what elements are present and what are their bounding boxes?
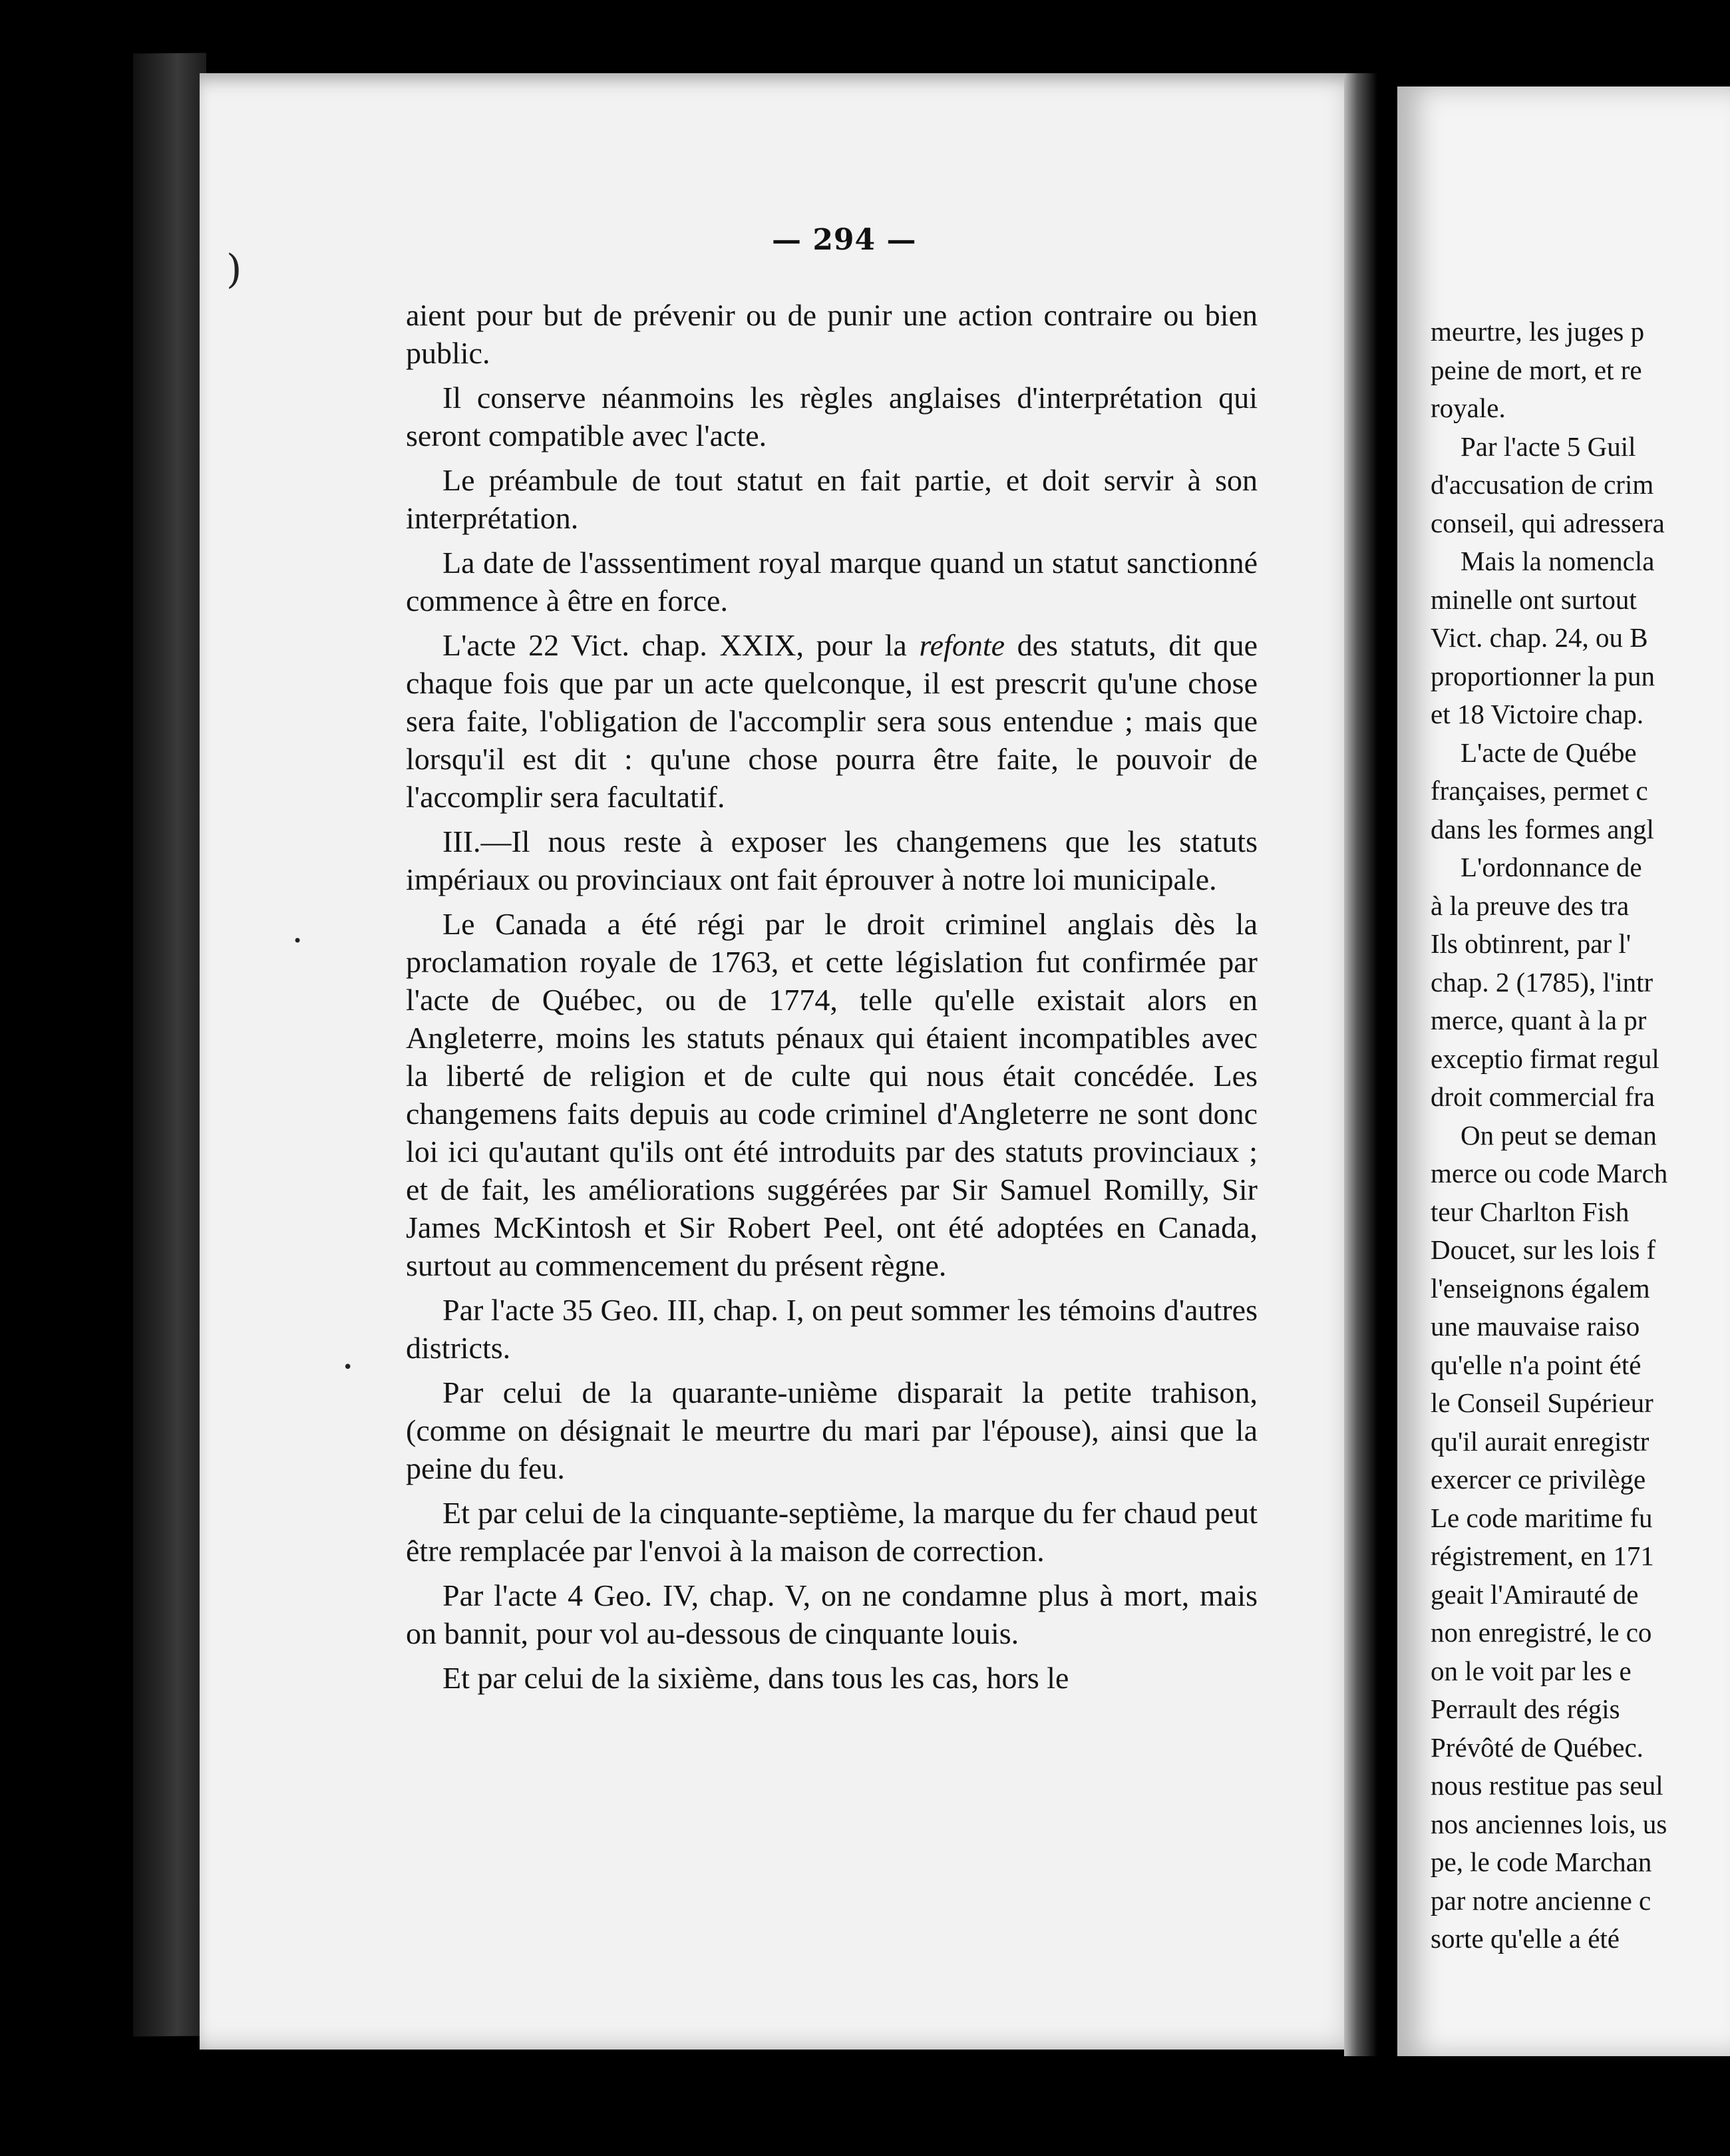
book-page-edges [133,53,206,2037]
right-page-line: régistrement, en 171 [1431,1540,1654,1571]
right-page-line: Par l'acte 5 Guil [1461,431,1636,462]
right-page-line: merce, quant à la pr [1431,1005,1647,1035]
right-page-line: à la preuve des tra [1431,890,1630,921]
right-page-line: geait l'Amirauté de [1431,1578,1639,1610]
right-page-line: meurtre, les juges p [1431,316,1645,347]
right-page-line: Doucet, sur les lois f [1431,1234,1656,1265]
paragraph: Le préambule de tout statut en fait partie, et doit servir à son interprétation. [406,463,1258,535]
right-page-line: pe, le code Marchan [1431,1847,1652,1877]
paragraph: Il conserve néanmoins les règles anglaises d'interprétation qui seront compatible avec l'acte. [406,381,1258,452]
right-page-line: non enregistré, le co [1431,1617,1652,1648]
right-page-line: exceptio firmat regul [1431,1043,1659,1074]
paragraph: Le Canada a été régi par le droit criminel anglais dès la proclamation royale de 1763, et cette législation fut confirmée par l'acte de Québec, ou de 1774, telle qu'elle existait alors en Angleterre, moins les statuts pénaux qui étaient incompatibles avec la liberté de religion et de culte qui nous était concédée. Les changemens faits depuis au code criminel d'Angleterre ne sont donc loi ici qu'autant qu'ils ont été introduits par des statuts provinciaux ; et de fait, les améliorations suggérées par Sir Samuel Romilly, Sir James McKintosh et Sir Robert Peel, ont été adoptées en Canada, surtout au commencement du présent règne. [406,907,1258,1282]
right-page-line: une mauvaise raiso [1431,1311,1640,1342]
right-page-line: qu'elle n'a point été [1431,1349,1642,1380]
right-page-line: teur Charlton Fish [1431,1196,1630,1227]
right-page-line: françaises, permet c [1431,775,1648,806]
right-page-line: Prévôté de Québec. [1431,1731,1644,1763]
right-page-line: par notre ancienne c [1431,1885,1651,1916]
right-page-line: conseil, qui adressera [1431,507,1665,538]
right-page-line: l'enseignons égalem [1431,1272,1650,1304]
right-page-line: royale. [1431,393,1506,423]
ink-speck: • [343,1357,353,1377]
right-page-line: exercer ce privilège [1431,1464,1646,1495]
right-page-line: Perrault des régis [1431,1694,1620,1724]
italic-term: refonte [919,628,1005,662]
ink-speck: • [293,932,303,950]
right-page-line: L'acte de Québe [1461,737,1637,768]
paragraph: Et par celui de la cinquante-septième, la marque du fer chaud peut être remplacée par l'envoi à la maison de correction. [406,1496,1258,1568]
right-page-line: chap. 2 (1785), l'intr [1431,966,1653,997]
paragraph: Par l'acte 4 Geo. IV, chap. V, on ne condamne plus à mort, mais on bannit, pour vol au-dessous de cinquante louis. [406,1578,1258,1650]
right-page-line: Le code maritime fu [1431,1502,1653,1533]
right-page-line: nos anciennes lois, us [1431,1808,1667,1839]
paragraph: Par l'acte 35 Geo. III, chap. I, on peut sommer les témoins d'autres districts. [406,1293,1258,1365]
right-page-line: dans les formes angl [1431,813,1654,844]
right-page-line: Ils obtinrent, par l' [1431,928,1632,959]
right-page-line: et 18 Victoire chap. [1431,699,1644,729]
paragraph: aient pour but de prévenir ou de punir une action contraire ou bien public. [406,298,1258,370]
right-page-line: Vict. chap. 24, ou B [1431,622,1648,653]
right-page-line: proportionner la pun [1431,660,1655,691]
right-page-line: nous restitue pas seul [1431,1770,1663,1801]
right-page-text [1431,313,1730,1958]
paragraph: Et par celui de la sixième, dans tous les cas, hors le [442,1661,1069,1695]
right-page-line: L'ordonnance de [1461,852,1642,882]
right-page-line: qu'il aurait enregistr [1431,1425,1649,1457]
left-page-text [406,296,1258,1704]
page-number: — 294 — [772,223,917,257]
right-page-line: Mais la nomencla [1461,546,1655,576]
paragraph: Par celui de la quarante-unième disparait la petite trahison, (comme on désignait le meurtre du mari par l'épouse), ainsi que la peine du feu. [406,1375,1258,1485]
paragraph: III.—Il nous reste à exposer les changemens que les statuts impériaux ou provinciaux ont fait éprouver à notre loi municipale. [406,824,1258,896]
right-page-line: le Conseil Supérieur [1431,1387,1653,1418]
right-page-line: On peut se deman [1461,1119,1657,1151]
right-page-line: minelle ont surtout [1431,584,1637,615]
right-page-line: merce ou code March [1431,1158,1668,1188]
right-page-line: peine de mort, et re [1431,354,1642,385]
book-gutter [1344,73,1377,2056]
right-page-line: droit commercial fra [1431,1081,1655,1112]
paragraph: L'acte 22 Vict. chap. XXIX, pour la refonte des statuts, dit que chaque fois que par un acte quelconque, il est prescrit qu'une chose sera faite, l'obligation de l'accomplir sera sous entendue ; mais que lorsqu'il est dit : qu'une chose pourra être faite, le pouvoir de l'accomplir sera facultatif. [406,628,1258,814]
right-page-line: d'accusation de crim [1431,469,1654,500]
paragraph: La date de l'asssentiment royal marque quand un statut sanctionné commence à être en force. [406,546,1258,618]
right-page-line: sorte qu'elle a été [1431,1923,1620,1954]
right-page-line: on le voit par les e [1431,1655,1632,1686]
margin-mark: ) [226,246,242,293]
